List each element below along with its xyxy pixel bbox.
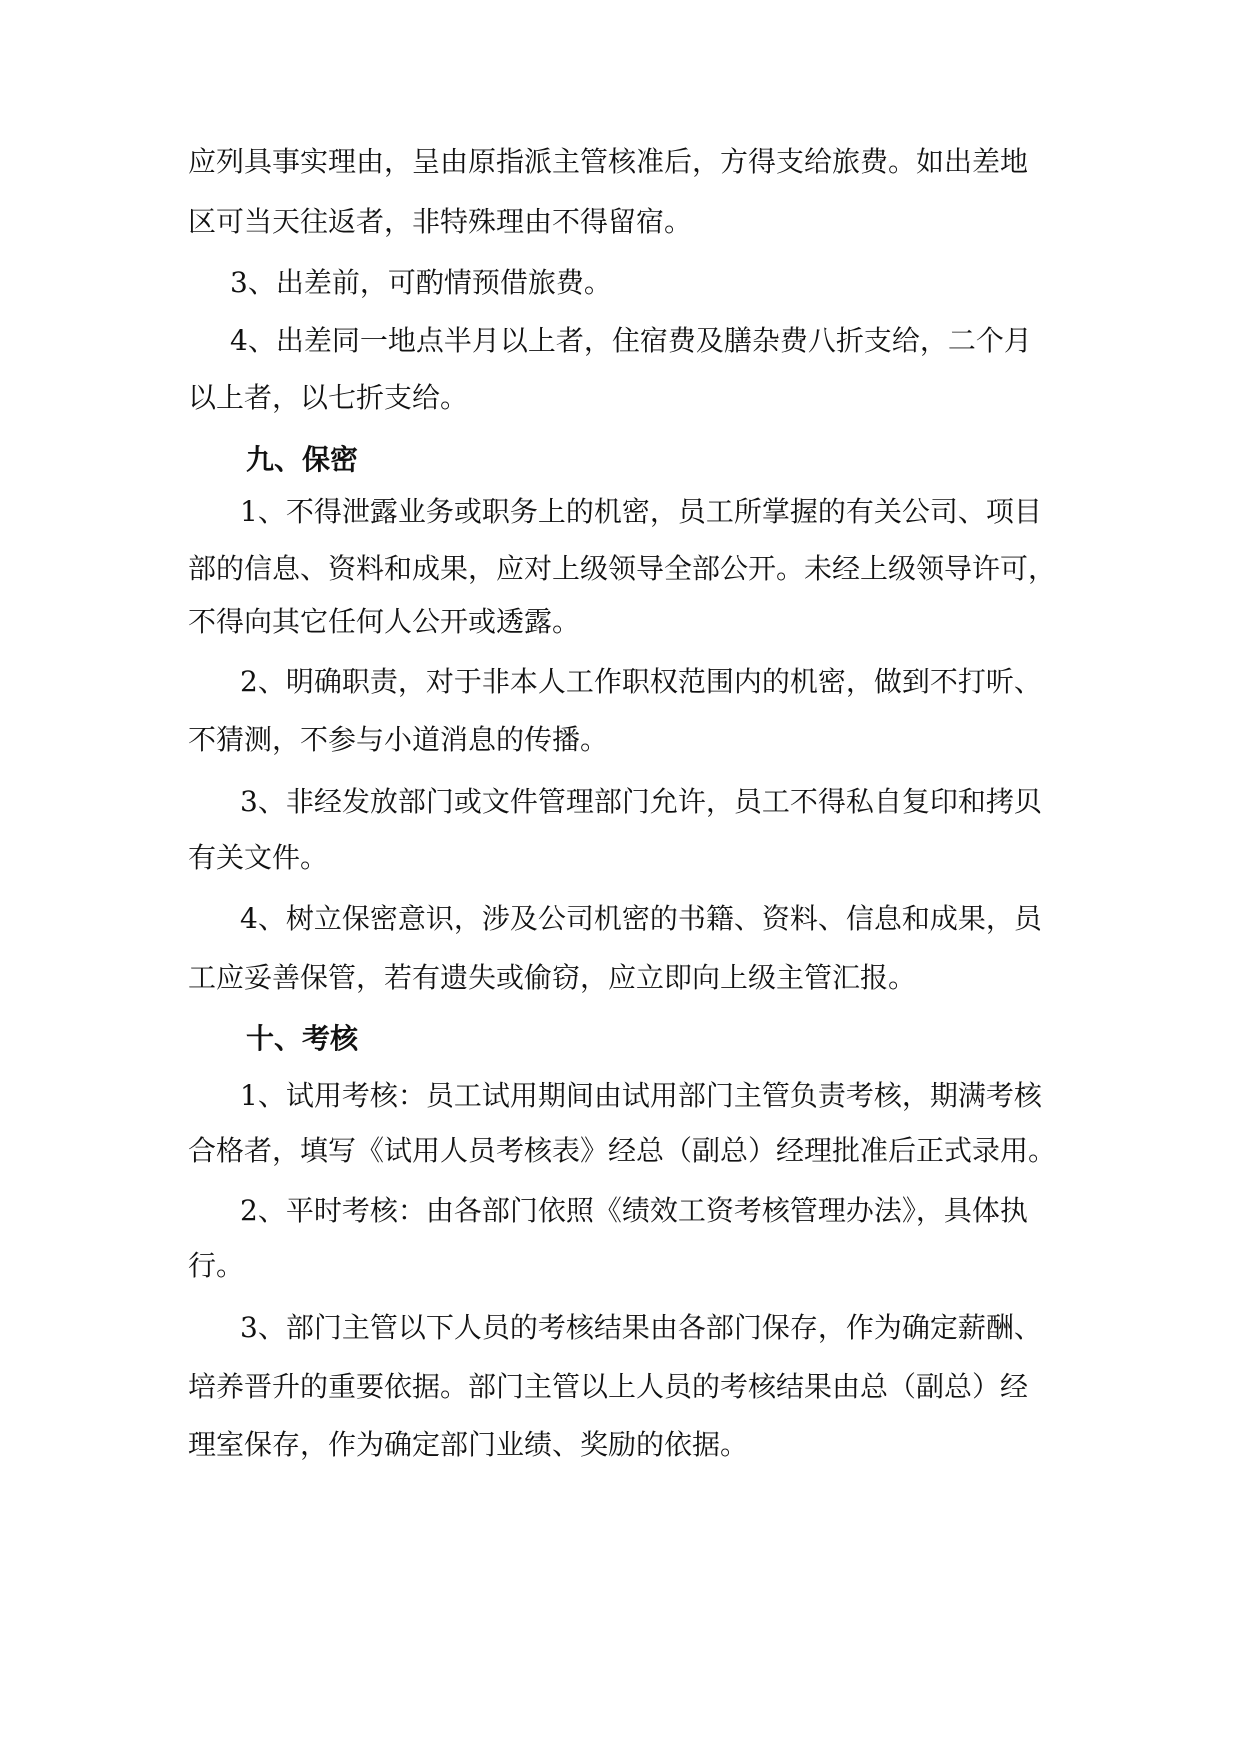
paragraph-line: 1、试用考核：员工试用期间由试用部门主管负责考核，期满考核 — [240, 1079, 1042, 1112]
paragraph-line: 4、出差同一地点半月以上者，住宿费及膳杂费八折支给，二个月 — [230, 324, 1032, 357]
paragraph-line: 培养晋升的重要依据。部门主管以上人员的考核结果由总（副总）经 — [188, 1370, 1029, 1403]
paragraph-line: 2、平时考核：由各部门依照《绩效工资考核管理办法》，具体执 — [240, 1194, 1028, 1227]
paragraph-line: 不猜测，不参与小道消息的传播。 — [188, 723, 609, 756]
paragraph-line: 2、明确职责，对于非本人工作职权范围内的机密，做到不打听、 — [240, 665, 1042, 698]
paragraph-line: 4、树立保密意识，涉及公司机密的书籍、资料、信息和成果，员 — [240, 902, 1042, 935]
paragraph-line: 合格者，填写《试用人员考核表》经总（副总）经理批准后正式录用。 — [188, 1134, 1057, 1167]
paragraph-line: 3、非经发放部门或文件管理部门允许，员工不得私自复印和拷贝 — [240, 785, 1042, 818]
paragraph-line: 不得向其它任何人公开或透露。 — [188, 605, 581, 638]
paragraph-line: 区可当天往返者，非特殊理由不得留宿。 — [188, 205, 693, 238]
paragraph-line: 3、部门主管以下人员的考核结果由各部门保存，作为确定薪酬、 — [240, 1311, 1042, 1344]
paragraph-line: 1、不得泄露业务或职务上的机密，员工所掌握的有关公司、项目 — [240, 495, 1042, 528]
paragraph-line: 有关文件。 — [188, 841, 329, 874]
paragraph-line: 工应妥善保管，若有遗失或偷窃，应立即向上级主管汇报。 — [188, 961, 917, 994]
section-heading-assessment: 十、考核 — [246, 1022, 359, 1055]
paragraph-line: 应列具事实理由，呈由原指派主管核准后，方得支给旅费。如出差地 — [188, 145, 1029, 178]
section-heading-confidentiality: 九、保密 — [246, 443, 359, 476]
paragraph-line: 3、出差前，可酌情预借旅费。 — [230, 266, 612, 299]
paragraph-line: 部的信息、资料和成果，应对上级领导全部公开。未经上级领导许可， — [188, 552, 1057, 585]
paragraph-line: 理室保存，作为确定部门业绩、奖励的依据。 — [188, 1428, 749, 1461]
paragraph-line: 以上者，以七折支给。 — [188, 381, 469, 414]
paragraph-line: 行。 — [188, 1249, 245, 1282]
